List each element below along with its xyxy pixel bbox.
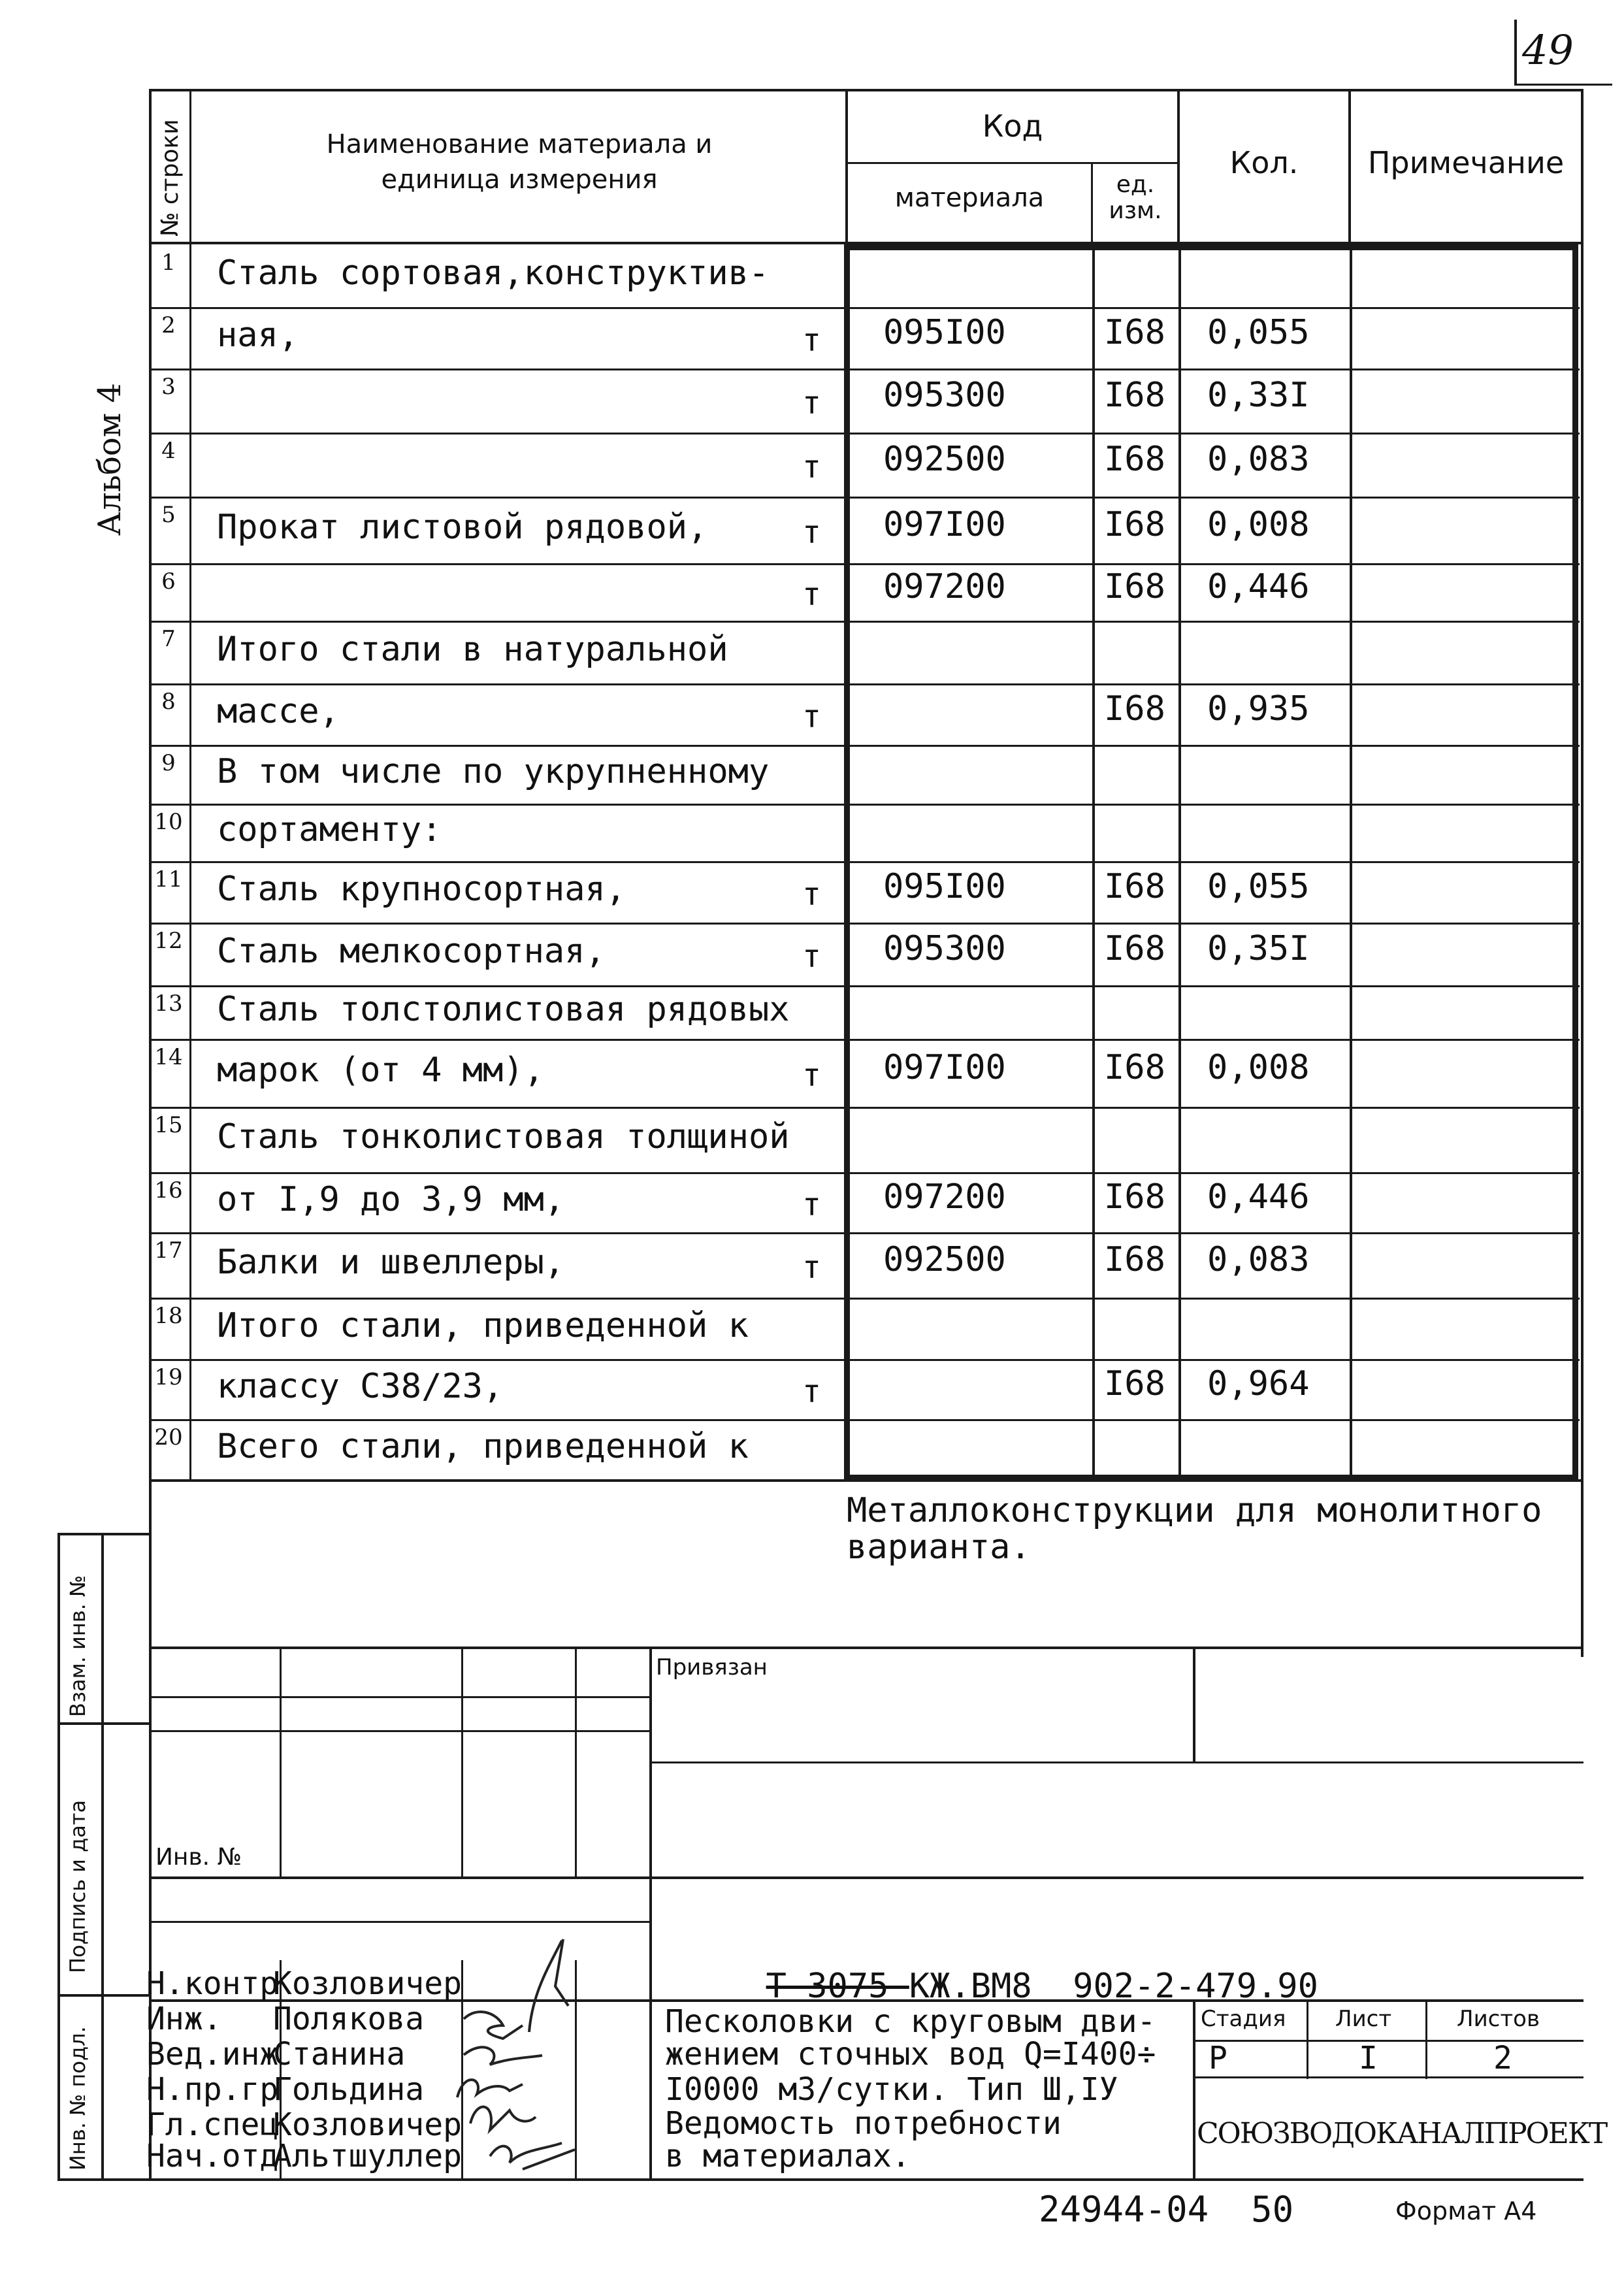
header-row-no: № строки [157,119,184,237]
inv-no-label: Инв. № [155,1844,242,1871]
page-number: 49 [1522,26,1574,74]
row-material-code: 097200 [883,567,1006,606]
row-number: 12 [154,928,183,954]
row-unit-letter: т [802,1373,821,1410]
row-material-code: 097I00 [883,505,1006,544]
row-unit-letter: т [802,876,821,913]
signatory-role: Инж. [146,2001,222,2037]
row-quantity: 0,964 [1207,1364,1310,1403]
row-unit-letter: т [802,938,821,975]
row-number: 20 [154,1424,183,1450]
doc-code-struck: Т 3075 [766,1967,909,2006]
row-material-code: 095I00 [883,313,1006,352]
row-unit-code: I68 [1104,1240,1165,1279]
stage-value: Р [1209,2040,1227,2076]
row-quantity: 0,008 [1207,1048,1310,1087]
row-unit-letter: т [802,698,821,735]
row-material-name: Сталь мелкосортная, [217,932,606,971]
header-unit-line2: изм. [1109,197,1162,224]
doc-code-main: КЖ.ВМ8 902-2-479.90 [909,1967,1318,2006]
row-material-code: 095300 [883,929,1006,968]
row-quantity: 0,008 [1207,505,1310,544]
row-number: 10 [154,809,183,835]
format-label: Формат А4 [1395,2197,1537,2225]
caption-line1: Металлоконструкции для монолитного [847,1491,1542,1530]
row-number: 14 [154,1044,183,1070]
signatory-name: Козловичер [273,2106,462,2143]
row-material-name: Всего стали, приведенной к [217,1427,749,1466]
row-number: 11 [154,866,183,893]
row-number: 9 [161,750,176,776]
row-unit-letter: т [802,1057,821,1094]
row-number: 4 [161,438,176,464]
row-number: 16 [154,1177,183,1204]
row-material-name: от I,9 до 3,9 мм, [217,1180,565,1219]
side-label-inv-podl: Инв. № подл. [65,2026,90,2171]
row-number: 7 [161,626,176,652]
row-material-name: В том числе по укрупненному [217,752,770,791]
sheets-value: 2 [1493,2040,1512,2076]
row-number: 8 [161,689,176,715]
album-label: Альбом 4 [91,383,128,536]
signatory-name: Полякова [273,2001,425,2037]
row-number: 1 [161,250,176,276]
signatory-role: Вед.инж [146,2036,279,2073]
row-unit-code: I68 [1104,440,1165,479]
row-material-name: Сталь крупносортная, [217,870,626,909]
row-number: 3 [161,374,176,400]
row-unit-letter: т [802,1187,821,1223]
signatures [392,1927,627,2176]
row-number: 6 [161,568,176,595]
row-material-name: массе, [217,692,340,731]
row-unit-code: I68 [1104,1048,1165,1087]
row-number: 17 [154,1237,183,1264]
sheet-value: I [1359,2040,1378,2076]
row-quantity: 0,055 [1207,867,1310,906]
signatory-name: Альтшуллер [273,2138,462,2174]
header-name-line2: единица измерения [381,165,658,195]
title-line5: в материалах. [665,2138,911,2174]
row-unit-code: I68 [1104,929,1165,968]
signatory-role: Н.контр [146,1965,279,2002]
row-number: 13 [154,991,183,1017]
organization: СОЮЗВОДОКАНАЛПРОЕКТ [1197,2117,1607,2150]
row-unit-code: I68 [1104,1364,1165,1403]
row-unit-letter: т [802,514,821,551]
privyazan-label: Привязан [656,1654,768,1680]
header-name-line1: Наименование материала и [326,129,713,159]
row-unit-code: I68 [1104,313,1165,352]
side-label-podpis: Подпись и дата [65,1799,90,1973]
row-material-name: Итого стали в натуральной [217,630,728,669]
row-material-name: классу С38/23, [217,1367,504,1406]
signatory-role: Нач.отд [146,2138,279,2174]
title-line2: жением сточных вод Q=I400÷ [665,2036,1156,2073]
header-material: материала [894,183,1045,213]
title-line4: Ведомость потребности [665,2105,1062,2142]
row-quantity: 0,083 [1207,440,1310,479]
row-material-code: 097200 [883,1177,1006,1217]
doc-code [725,1927,1318,2006]
row-material-code: 095I00 [883,867,1006,906]
signatory-role: Гл.спец [146,2106,279,2143]
row-unit-code: I68 [1104,376,1165,415]
row-unit-code: I68 [1104,1177,1165,1217]
row-unit-code: I68 [1104,567,1165,606]
title-line1: Песколовки с круговым дви- [665,2003,1156,2040]
row-unit-letter: т [802,576,821,613]
row-quantity: 0,446 [1207,567,1310,606]
row-number: 18 [154,1303,183,1329]
row-unit-letter: т [802,322,821,359]
row-quantity: 0,35I [1207,929,1310,968]
row-number: 19 [154,1364,183,1390]
row-material-code: 092500 [883,440,1006,479]
sheet-label: Лист [1335,2006,1392,2032]
row-number: 15 [154,1112,183,1138]
row-material-code: 092500 [883,1240,1006,1279]
bottom-number: 24944-04 50 [1039,2189,1294,2230]
header-note: Примечание [1367,145,1565,180]
row-unit-code: I68 [1104,505,1165,544]
header-unit-line1: ед. [1116,171,1155,198]
signatory-name: Гольдина [273,2071,425,2108]
row-material-name: Прокат листовой рядовой, [217,508,708,547]
signatory-role: Н.пр.гр [146,2071,279,2108]
stage-label: Стадия [1201,2006,1286,2032]
row-quantity: 0,935 [1207,689,1310,729]
row-unit-letter: т [802,449,821,485]
row-quantity: 0,083 [1207,1240,1310,1279]
side-label-vzam: Взам. инв. № [65,1575,90,1717]
row-material-name: Сталь сортовая,конструктив- [217,254,770,293]
row-number: 2 [161,312,176,338]
row-quantity: 0,446 [1207,1177,1310,1217]
signatory-name: Станина [273,2036,406,2073]
sheets-label: Листов [1457,2006,1540,2032]
header-qty: Кол. [1229,145,1299,180]
title-line3: I0000 м3/сутки. Тип Ш,IУ [665,2071,1118,2108]
row-material-name: Сталь толстолистовая рядовых [217,990,790,1029]
row-material-name: Балки и швеллеры, [217,1243,565,1282]
row-number: 5 [161,502,176,528]
row-unit-code: I68 [1104,867,1165,906]
row-material-code: 097I00 [883,1048,1006,1087]
row-material-name: марок (от 4 мм), [217,1051,544,1090]
header-code: Код [982,108,1043,144]
row-unit-code: I68 [1104,689,1165,729]
row-quantity: 0,33I [1207,376,1310,415]
row-unit-letter: т [802,385,821,421]
row-unit-letter: т [802,1249,821,1286]
row-quantity: 0,055 [1207,313,1310,352]
row-material-name: ная, [217,316,299,355]
row-material-name: Сталь тонколистовая толщиной [217,1117,790,1156]
row-material-name: Итого стали, приведенной к [217,1306,749,1345]
row-material-name: сортаменту: [217,810,442,849]
row-material-code: 095300 [883,376,1006,415]
caption-line2: варианта. [847,1528,1031,1567]
signatory-name: Козловичер [273,1965,462,2002]
